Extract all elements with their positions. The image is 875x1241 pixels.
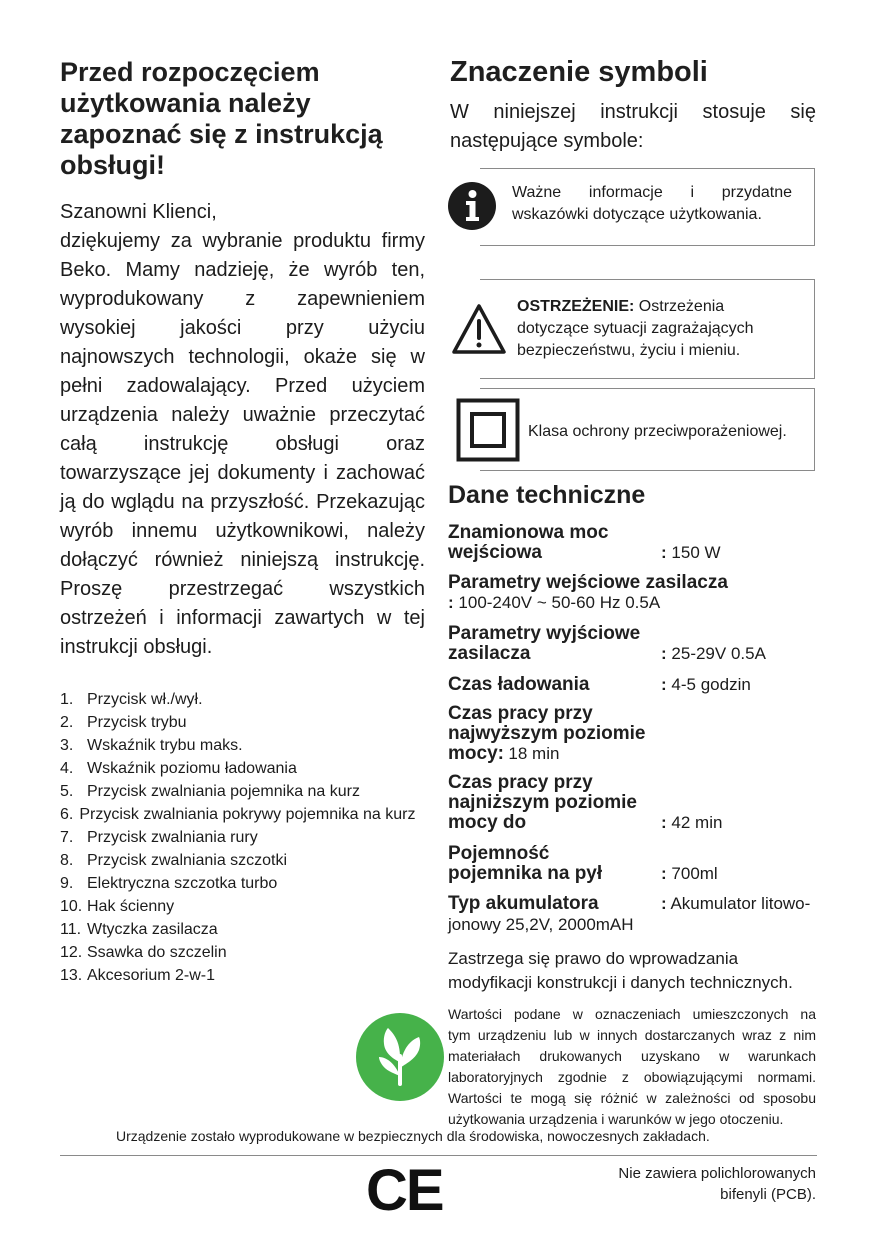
output-value: 25-29V 0.5A [671,644,766,663]
item-label: Hak ścienny [87,898,175,915]
item-label: Ssawka do szczelin [87,944,227,961]
tech-heading: Dane techniczne [448,481,646,509]
item-number: 8. [60,852,74,869]
item-label: Akcesorium 2-w-1 [87,967,216,984]
spec-output: Parametry wyjściowe zasilacza : 25-29V 0.5A [448,623,766,664]
item-number: 6. [60,806,74,823]
item-label: Elektryczna szczotka turbo [87,875,278,892]
item-label: Przycisk wł./wył. [87,691,203,708]
runmax-value: 18 min [508,744,560,763]
power-value: 150 W [671,543,721,562]
info-icon [447,181,497,231]
item-label: Przycisk zwalniania pojemnika na kurz [87,783,360,800]
ce-mark: CE [366,1158,443,1223]
battery-value-2: jonowy 25,2V, 2000mAH [448,915,634,934]
parts-list-item [60,826,426,849]
class-symbol-text: Klasa ochrony przeciwporażeniowej. [528,423,787,440]
item-label: Wtyczka zasilacza [87,921,218,938]
runmin-value: 42 min [671,813,723,832]
dust-value: 700ml [671,864,718,883]
parts-list-item [60,757,426,780]
item-number: 2. [60,714,74,731]
footer-divider [60,1155,817,1156]
battery-value-1: Akumulator litowo- [670,894,811,913]
item-label: Przycisk trybu [87,714,187,731]
item-label: Wskaźnik poziomu ładowania [87,760,297,777]
page-title: Przed rozpoczęciem użytkowania należy zapoznać się z instrukcją obsługi! [60,57,383,180]
item-number: 12. [60,944,83,961]
item-label: Przycisk zwalniania szczotki [87,852,288,869]
warning-icon [451,303,507,355]
spec-dust: Pojemność pojemnika na pył : 700ml [448,843,718,884]
parts-list-item [60,780,426,803]
warning-symbol-text: OSTRZEŻENIE: Ostrzeżenia dotyczące sytuacji zagrażających bezpieczeństwu, życiu i mieniu. [517,298,754,359]
item-label: Przycisk zwalniania pokrywy pojemnika na kurz [79,806,416,823]
parts-list-item [60,964,426,987]
item-number: 5. [60,783,74,800]
parts-list-item [60,918,426,941]
parts-list-item [60,941,426,964]
parts-list-item [60,734,426,757]
spec-battery: Typ akumulatora : Akumulator litowo- jonowy 25,2V, 2000mAH [448,894,818,936]
item-number: 7. [60,829,74,846]
greeting: Szanowni Klienci, [60,201,217,223]
item-number: 4. [60,760,74,777]
item-label: Wskaźnik trybu maks. [87,737,243,754]
class-ii-icon [456,398,520,462]
intro-paragraph: dziękujemy za wybranie produktu firmy Beko. Mamy nadzieję, że wyrób ten, wyprodukowany z zapewnieniem wysokiej jakości przy użyciu najnowszych technologii, okaże się w pełni zadowalający. Przed użyciem urządzenia należy uważnie przeczytać całą instrukcję obsługi oraz towarzyszące jej dokumenty i zachować ją do wglądu na przyszłość. Przekazując wyrób innemu użytkownikowi, należy dołączyć również niniejszą instrukcję. Proszę przestrzegać wszystkich ostrzeżeń i informacji zawartych w tej instrukcji obsługi. [60,230,425,658]
spec-runtime-max: Czas pracy przy najwyższym poziomie mocy: 18 min [448,703,646,764]
item-number: 3. [60,737,74,754]
item-number: 13. [60,967,83,984]
item-number: 10. [60,898,83,915]
parts-list [60,688,426,987]
eco-note: Urządzenie zostało wyprodukowane w bezpiecznych dla środowiska, nowoczesnych zakładach. [116,1128,710,1144]
parts-list-item [60,803,426,826]
item-number: 9. [60,875,74,892]
pcb-note: Nie zawiera polichlorowanych bifenyli (PCB). [618,1165,816,1203]
reserve-note: Zastrzega się prawo do wprowadzania modyfikacji konstrukcji i danych technicznych. [448,949,793,992]
warning-label: OSTRZEŻENIE: [517,298,635,315]
parts-list-item [60,711,426,734]
symbols-intro: W niniejszej instrukcji stosuje się następujące symbole: [450,101,816,152]
input-value: 100-240V ~ 50-60 Hz 0.5A [458,593,661,612]
parts-list-item [60,688,426,711]
item-number: 11. [60,921,82,938]
parts-list-item [60,895,426,918]
info-symbol-text: Ważne informacje i przydatne wskazówki dotyczące użytkowania. [512,184,792,223]
spec-charge: Czas ładowania : 4-5 godzin [448,674,751,695]
symbols-heading: Znaczenie symboli [450,56,708,88]
charge-value: 4-5 godzin [671,675,751,694]
item-number: 1. [60,691,74,708]
eco-leaf-icon [355,1012,445,1102]
spec-power: Znamionowa moc wejściowa : 150 W [448,522,721,563]
spec-runtime-min: Czas pracy przy najniższym poziomie mocy do : 42 min [448,772,723,833]
parts-list-item [60,849,426,872]
parts-list-item [60,872,426,895]
spec-input: Parametry wejściowe zasilacza : 100-240V ~ 50-60 Hz 0.5A [448,572,728,612]
intro-text [60,198,425,662]
values-note: Wartości podane w oznaczeniach umieszczonych na tym urządzeniu lub w innych dostarczanych wraz z nim materiałach drukowanych uzyskano w warunkach laboratoryjnych zgodnie z obowiązującymi normami. Wartości te mogą się różnić w zależności od sposobu użytkowania urządzenia i warunków w jego otoczeniu. [448,1006,816,1127]
item-label: Przycisk zwalniania rury [87,829,258,846]
